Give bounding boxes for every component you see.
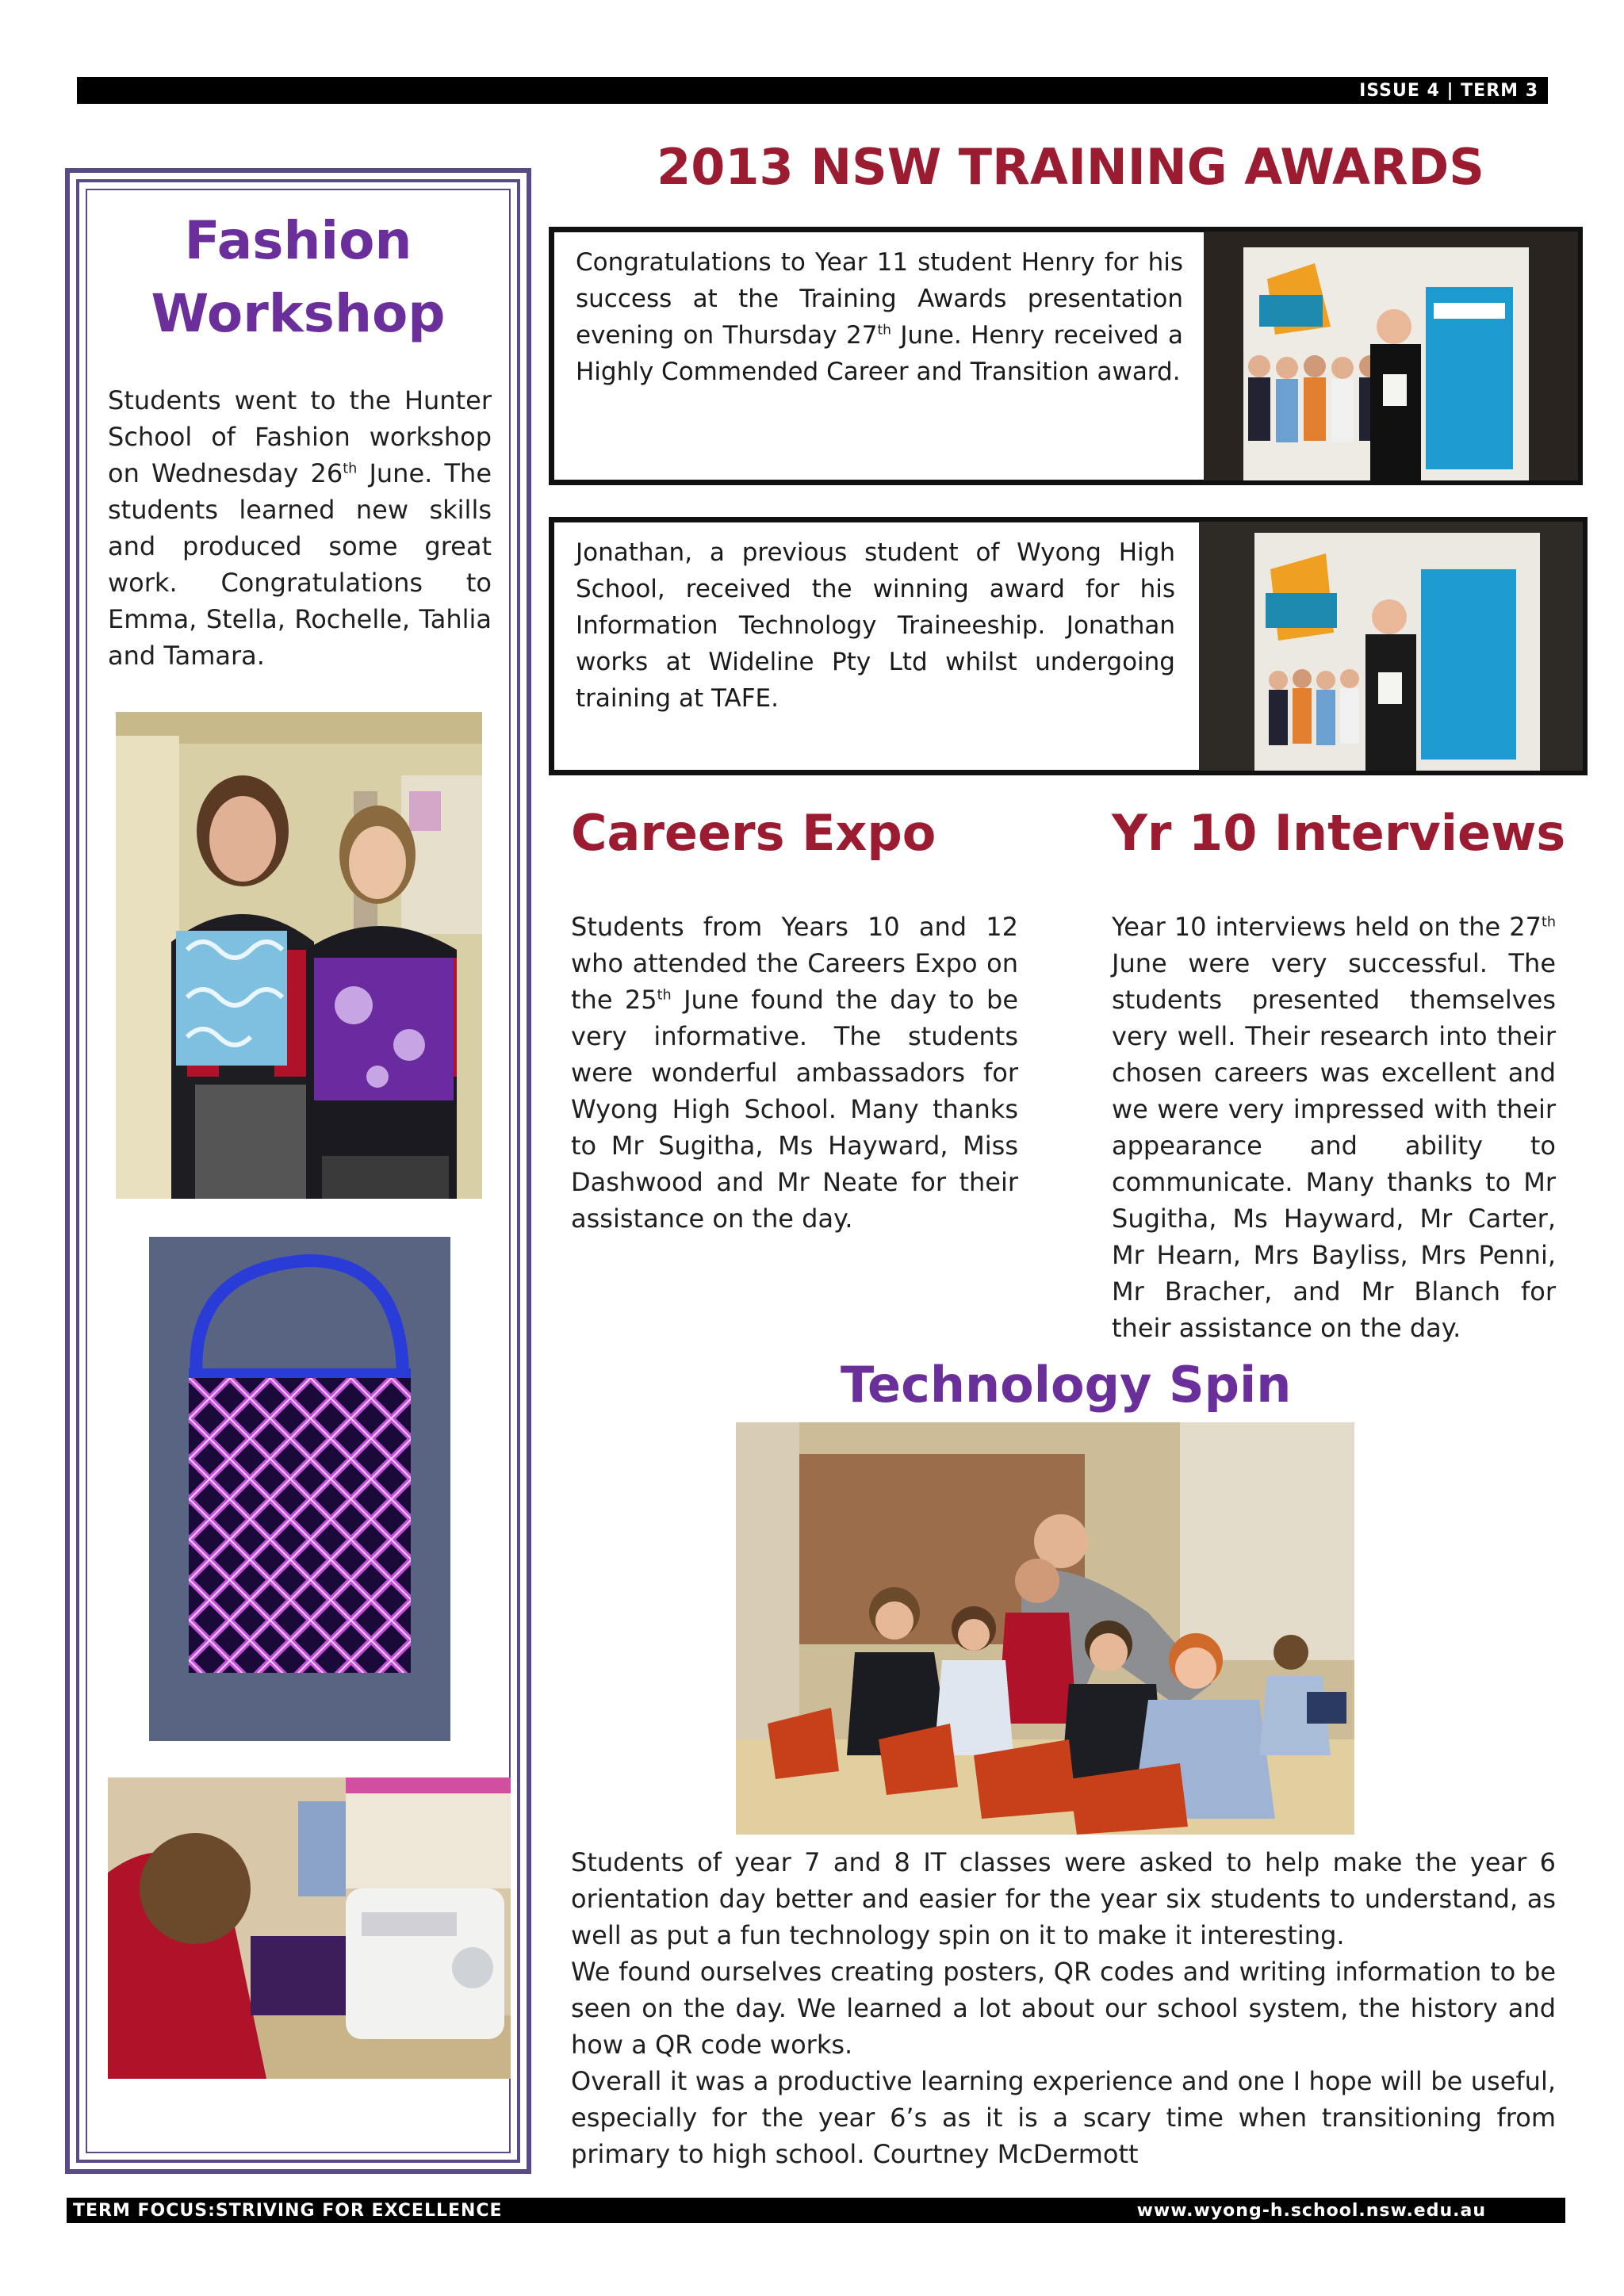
technology-spin-text: Students of year 7 and 8 IT classes were asked to help make the year 6 orientation day better and easier for the year six students to understand, as well as put a fun technology spin on it to make it interesting. We found ourselves creating posters, QR codes and writing information to be seen on the day. We learned a lot about our school system, the history and how a QR code works. Overall it was a productive learning experience and one I hope will be useful, especially for the year 6’s as it is a scary time when transitioning from primary to high school. Courtney McDermott (571, 1847, 1556, 2169)
yr10-interviews-title: Yr 10 Interviews (1112, 804, 1566, 862)
careers-expo-text: Students from Years 10 and 12 who attended the Careers Expo on the 25th June found the day to be very informative. The students were wonderful ambassadors for Wyong High School. Many thanks to Mr Sugitha, Ms Hayward, Miss Dashwood and Mr Neate for their assistance on the day. (571, 912, 1019, 1234)
award-text-jonathan: Jonathan, a previous student of Wyong High School, received the winning award for his Information Technology Traineeship. Jonathan works at Wideline Pty Ltd whilst undergoing training at TAFE. (576, 538, 1175, 713)
fashion-text: Students went to the Hunter School of Fashion workshop on Wednesday 26th June. The students learned new skills and produced some great work. Congratulations to Emma, Stella, Rochelle, Tahlia and Tamara. (108, 385, 492, 671)
technology-spin-title: Technology Spin (841, 1356, 1292, 1414)
training-awards-title: 2013 NSW TRAINING AWARDS (657, 138, 1484, 196)
award-text-henry: Congratulations to Year 11 student Henry for his success at the Training Awards presentation evening on Thursday 27th June. Henry received a Highly Commended Career and Transition award. (576, 248, 1183, 386)
fashion-title: Fashion Workshop (151, 210, 446, 344)
issue-label: ISSUE 4 | TERM 3 (1359, 81, 1538, 101)
fashion-photo-sewing (108, 1777, 511, 2079)
footer-focus: TERM FOCUS:STRIVING FOR EXCELLENCE (73, 2201, 503, 2221)
technology-spin-photo (736, 1422, 1354, 1835)
header-bar (77, 77, 1548, 104)
award-photo-henry (1204, 232, 1578, 480)
award-photo-jonathan (1199, 522, 1583, 771)
footer-website: www.wyong-h.school.nsw.edu.au (1136, 2201, 1486, 2221)
fashion-photo-plaid-bag (149, 1237, 450, 1741)
yr10-interviews-text: Year 10 interviews held on the 27th June were very successful. The students presented themselves very well. Their research into their chosen careers was excellent and we were very impressed with their appearance and ability to communicate. Many thanks to Mr Sugitha, Ms Hayward, Mr Carter, Mr Hearn, Mrs Bayliss, Mrs Penni, Mr Bracher, and Mr Blanch for their assistance on the day. (1112, 912, 1556, 1343)
footer-bar (67, 2198, 1565, 2223)
careers-expo-title: Careers Expo (571, 804, 936, 862)
fashion-photo-students (116, 712, 482, 1199)
